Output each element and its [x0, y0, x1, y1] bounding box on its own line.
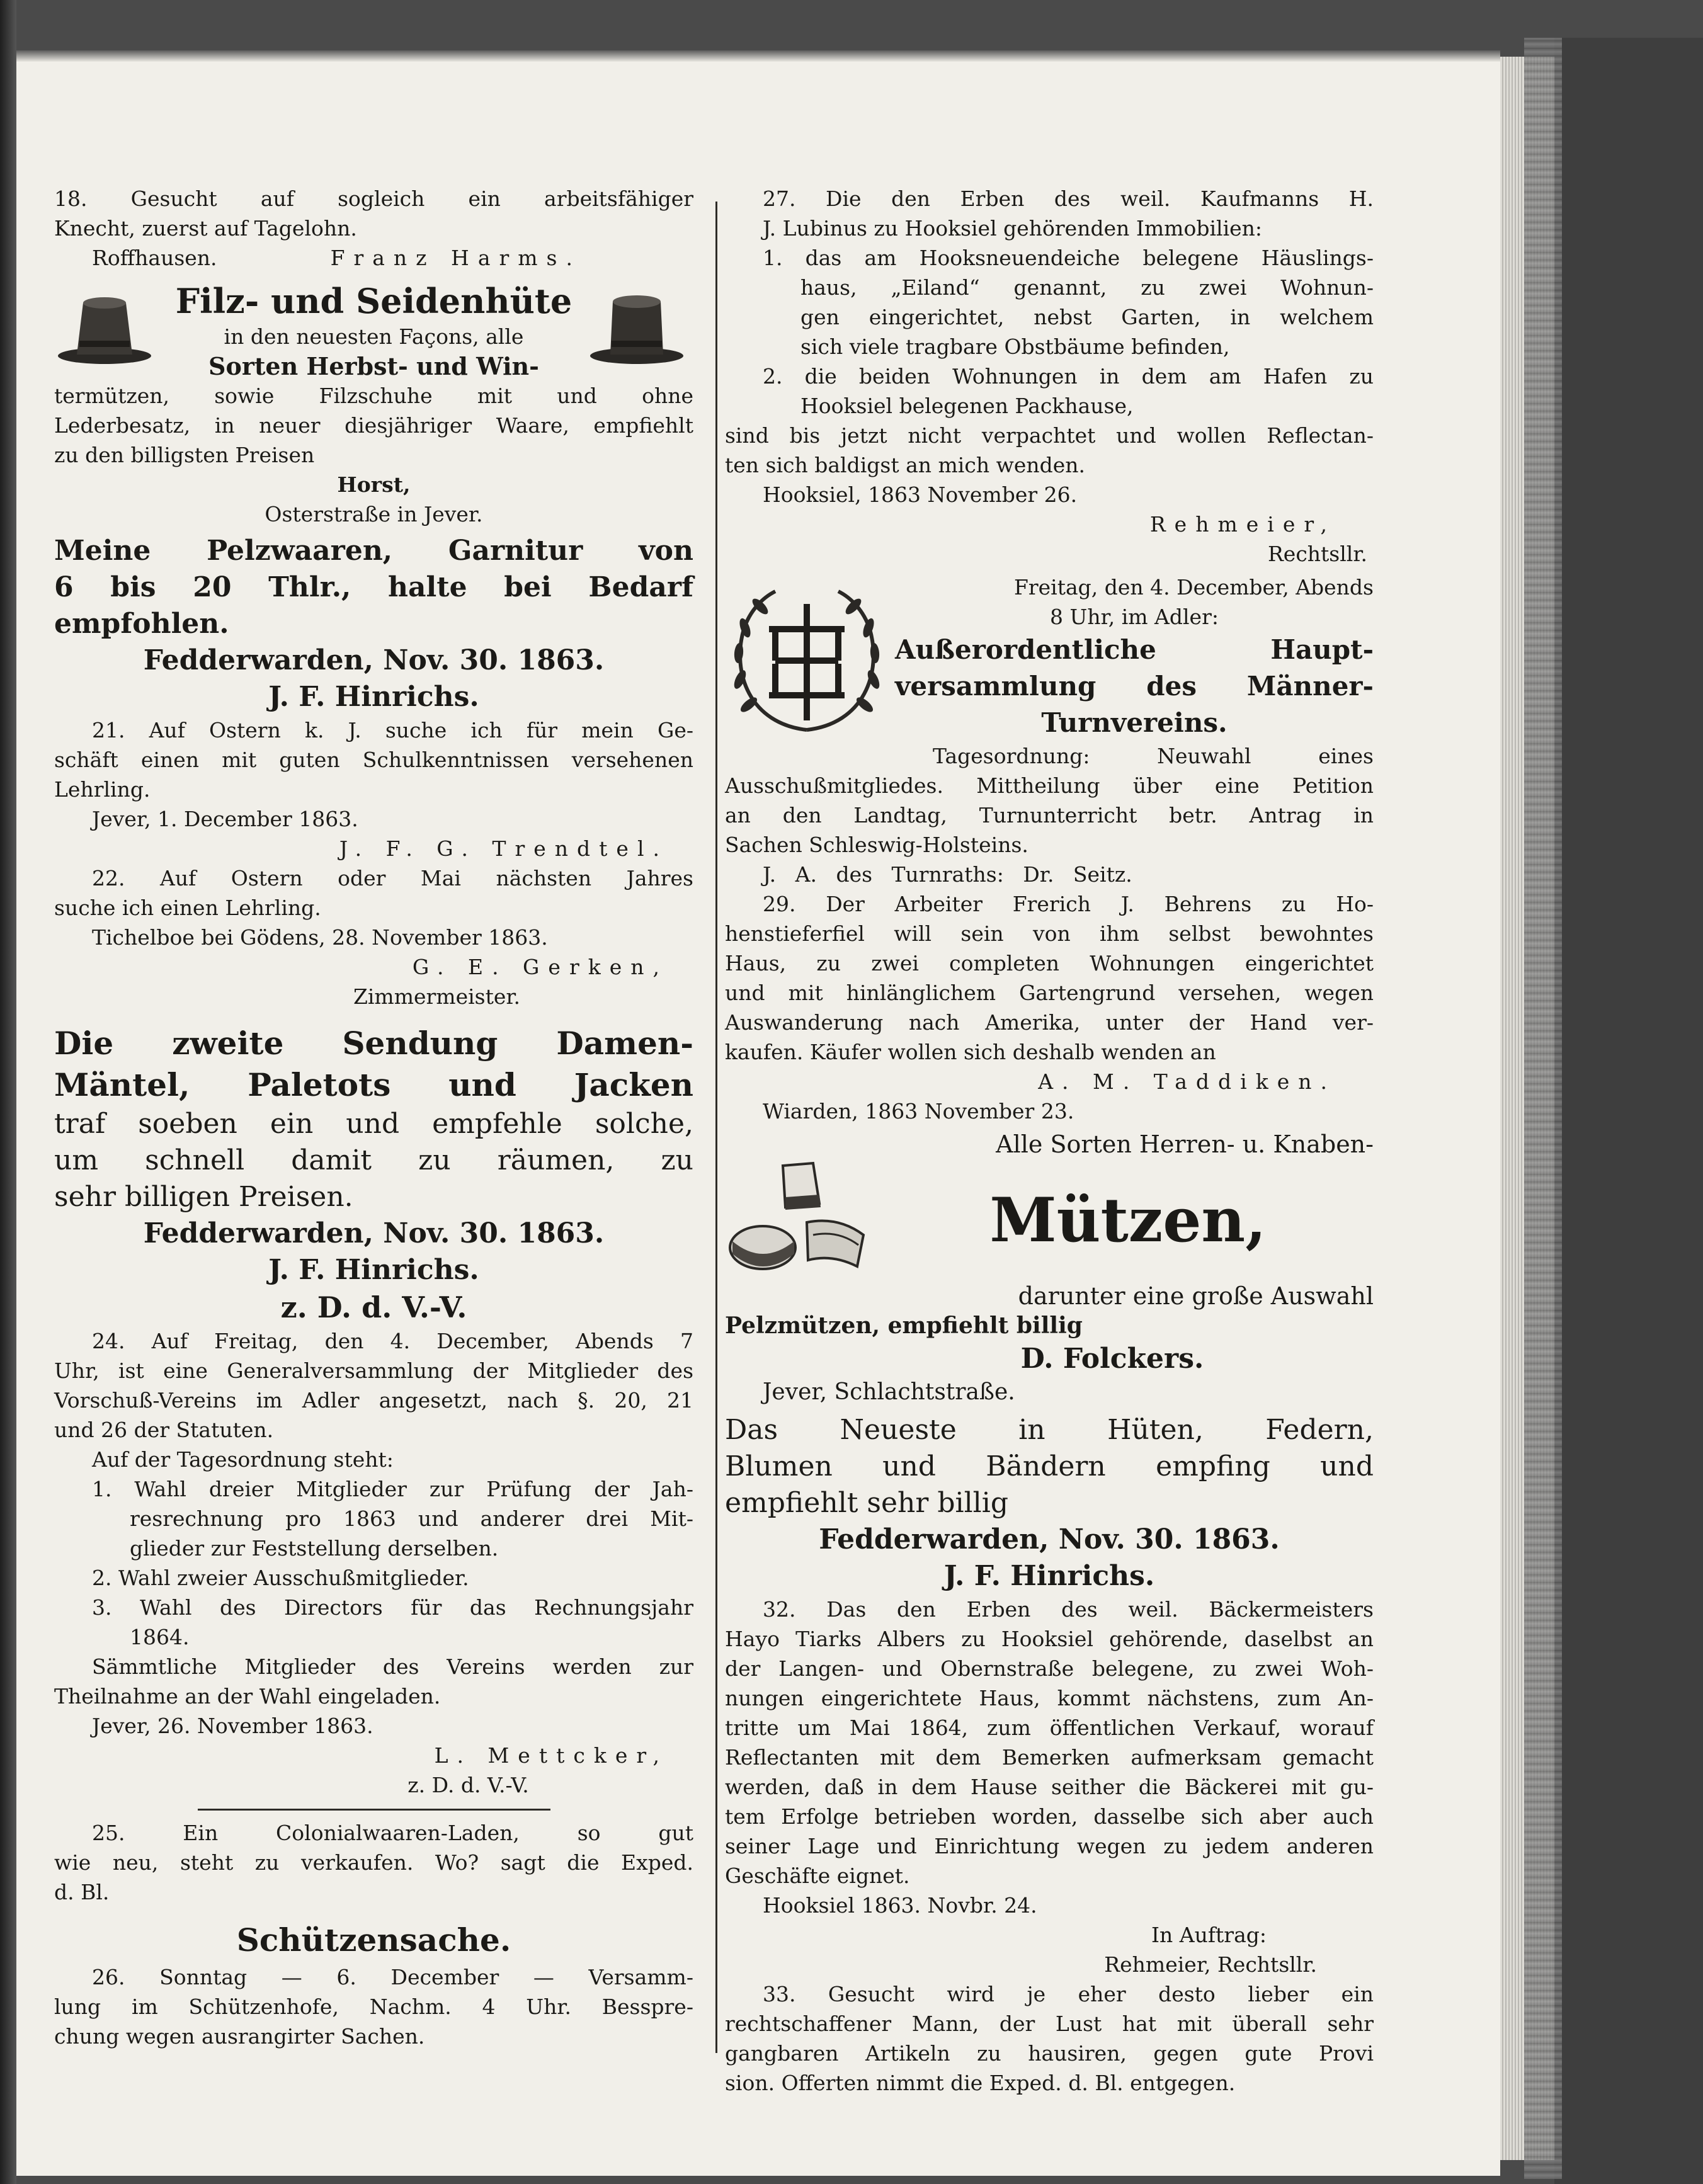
advertiser-name: J. F. Hinrichs.	[943, 1560, 1155, 1592]
advertiser-name: Franz Harms.	[330, 246, 581, 270]
furs-advertisement	[54, 533, 693, 715]
notice-text: 8 Uhr, im Adler:	[1050, 605, 1219, 629]
notice-title: Turnvereins.	[1041, 707, 1227, 738]
ad-text: Sorten Herbst- und Win-	[208, 352, 539, 380]
ad-headline: Blumen und Bändern empfing und	[725, 1450, 1374, 1482]
advertiser-name: D. Folckers.	[1020, 1343, 1204, 1375]
notice-text: Theilnahme an der Wahl eingeladen.	[54, 1684, 441, 1709]
ad-date: Tichelboe bei Gödens, 28. November 1863.	[92, 925, 548, 950]
ad-date: Hooksiel 1863. Novbr. 24.	[763, 1893, 1037, 1918]
caps-icon	[725, 1159, 882, 1282]
advertiser-name: Rehmeier,	[1149, 512, 1336, 537]
advertiser-title: Zimmermeister.	[353, 984, 521, 1009]
ad-text: termützen, sowie Filzschuhe mit und ohne	[54, 384, 693, 408]
ad-text: Lederbesatz, in neuer diesjähriger Waare, empfiehlt	[54, 413, 693, 438]
notice-title: Außerordentliche Haupt-	[895, 634, 1374, 665]
ad-date: Fedderwarden, Nov. 30. 1863.	[143, 1217, 605, 1249]
ad-text: sind bis jetzt nicht verpachtet und wollen Reflectan-	[725, 423, 1374, 448]
ad-text: seiner Lage und Einrichtung wegen zu jedem anderen	[725, 1834, 1374, 1858]
turnverein-header	[725, 572, 1374, 771]
ad-text: suche ich einen Lehrling.	[54, 896, 321, 920]
notice-text: Ausschußmitgliedes. Mittheilung über eine Petition	[725, 773, 1374, 798]
list-item: sich viele tragbare Obstbäume befinden,	[800, 334, 1230, 359]
notice-text: und 26 der Statuten.	[54, 1418, 274, 1442]
ad-text: 21. Auf Ostern k. J. suche ich für mein Ge-	[92, 718, 693, 742]
newspaper-page	[16, 50, 1500, 2176]
ad-text: und mit hinlänglichem Gartengrund versehen, wegen	[725, 981, 1374, 1005]
list-item: Hooksiel belegenen Packhause,	[800, 394, 1134, 418]
ad-text: zu den billigsten Preisen	[54, 443, 315, 467]
notice-signature: J. A. des Turnraths: Dr. Seitz.	[763, 862, 1132, 887]
ad-date: Wiarden, 1863 November 23.	[763, 1099, 1074, 1123]
ad-headline: empfiehlt sehr billig	[725, 1487, 1008, 1519]
ad-33	[725, 1979, 1374, 2098]
ad-text: henstieferfiel will sein von ihm selbst bewohntes	[725, 921, 1374, 946]
ad-headline: um schnell damit zu räumen, zu	[54, 1144, 693, 1176]
ad-text: J. Lubinus zu Hooksiel gehörenden Immobilien:	[763, 216, 1263, 241]
ad-headline: sehr billigen Preisen.	[54, 1181, 353, 1213]
notice-text: Sämmtliche Mitglieder des Vereins werden zur	[92, 1654, 693, 1679]
ad-text: Auswanderung nach Amerika, unter der Hand ver-	[725, 1010, 1374, 1035]
ad-headline: traf soeben ein und empfehle solche,	[54, 1108, 693, 1140]
hats-title: Filz- und Seidenhüte	[175, 281, 572, 321]
advertiser-address: Osterstraße in Jever.	[265, 502, 483, 526]
advertiser-title: Rechtsllr.	[1267, 542, 1367, 566]
agenda-item: resrechnung pro 1863 und anderer drei Mit-	[130, 1506, 693, 1531]
hats-header-text	[161, 280, 586, 381]
advertiser-name: Rehmeier, Rechtsllr.	[1104, 1952, 1317, 1977]
notice-text: 26. Sonntag — 6. December — Versamm-	[92, 1965, 693, 1989]
right-column	[725, 184, 1374, 2098]
ad-text: gangbaren Artikeln zu hausiren, gegen gute Provi	[725, 2041, 1374, 2066]
turner-emblem-icon	[725, 579, 895, 745]
ad-headline: empfohlen.	[54, 608, 229, 640]
ad-text: ten sich baldigst an mich wenden.	[725, 453, 1086, 477]
ad-text: darunter eine große Auswahl	[1018, 1282, 1374, 1310]
agenda-item: 1864.	[130, 1625, 190, 1649]
ad-headline: Die zweite Sendung Damen-	[54, 1025, 693, 1062]
ad-text: rechtschaffener Mann, der Lust hat mit überall sehr	[725, 2011, 1374, 2036]
signer-name: L. Mettcker,	[434, 1743, 668, 1768]
notice-title: Schützensache.	[236, 1921, 511, 1959]
advertiser-address: Jever, Schlachtstraße.	[763, 1379, 1015, 1405]
caps-title: Mützen,	[989, 1185, 1267, 1256]
advertiser-name: A. M. Taddiken.	[1038, 1069, 1336, 1094]
notice-text: Uhr, ist eine Generalversammlung der Mitglieder des	[54, 1358, 693, 1383]
ad-date: Fedderwarden, Nov. 30. 1863.	[819, 1523, 1280, 1556]
ad-29	[725, 889, 1374, 1126]
ad-text: Alle Sorten Herren- u. Knaben-	[996, 1130, 1374, 1158]
ad-22	[54, 863, 693, 1011]
column-divider	[715, 202, 717, 2053]
signer-title: z. D. d. V.-V.	[407, 1773, 529, 1797]
ad-text: der Langen- und Obernstraße belegene, zu zwei Woh-	[725, 1656, 1374, 1681]
list-item: 1. das am Hooksneuendeiche belegene Häuslings-	[763, 246, 1374, 270]
ad-text: werden, daß in dem Hause seither die Bäckerei mit gu-	[725, 1775, 1374, 1799]
ad-text: 29. Der Arbeiter Frerich J. Behrens zu Ho-	[763, 892, 1374, 916]
page-top-shadow	[16, 50, 1500, 62]
ad-text: schäft einen mit guten Schulkenntnissen versehenen	[54, 748, 693, 772]
hats-advertisement	[54, 280, 693, 529]
notice-text: Tagesordnung: Neuwahl eines	[933, 744, 1374, 768]
neueste-advertisement	[725, 1412, 1374, 1595]
notice-text: chung wegen ausrangirter Sachen.	[54, 2024, 425, 2049]
caps-advertisement	[725, 1130, 1374, 1407]
auftrag-label: In Auftrag:	[1151, 1923, 1267, 1947]
schuetzen-notice	[54, 1918, 693, 2051]
turnverein-notice	[725, 572, 1374, 889]
ad-headline: Mäntel, Paletots und Jacken	[54, 1066, 693, 1103]
ad-text: 32. Das den Erben des weil. Bäckermeisters	[763, 1597, 1374, 1622]
ad-text: Hayo Tiarks Albers zu Hooksiel gehörende, daselbst an	[725, 1627, 1374, 1651]
turnverein-header-text	[895, 572, 1374, 771]
advertiser-name: J. F. Hinrichs.	[268, 681, 479, 713]
caps-header-row	[725, 1159, 1374, 1282]
coats-advertisement	[54, 1023, 693, 1288]
list-item: gen eingerichtet, nebst Garten, in welchem	[800, 305, 1374, 329]
notice-title: versammlung des Männer-	[895, 671, 1374, 702]
ad-headline: 6 bis 20 Thlr., halte bei Bedarf	[54, 571, 693, 603]
separator-rule	[198, 1809, 550, 1811]
ad-headline: Meine Pelzwaaren, Garnitur von	[54, 535, 693, 567]
agenda-item: glieder zur Feststellung derselben.	[130, 1536, 499, 1561]
ad-text: wie neu, steht zu verkaufen. Wo? sagt die Exped.	[54, 1850, 693, 1875]
ad-text: nungen eingerichtete Haus, kommt nächstens, zum An-	[725, 1686, 1374, 1710]
advertiser-name: G. E. Gerken,	[412, 955, 668, 979]
ad-text: kaufen. Käufer wollen sich deshalb wenden an	[725, 1040, 1216, 1064]
agenda-item: 3. Wahl des Directors für das Rechnungsjahr	[92, 1595, 693, 1620]
ad-32	[725, 1595, 1374, 1979]
list-item: 2. die beiden Wohnungen in dem am Hafen zu	[763, 364, 1374, 389]
place: Roffhausen.	[92, 246, 217, 270]
ad-text: Haus, zu zwei completen Wohnungen eingerichtet	[725, 951, 1374, 975]
ad-27	[725, 184, 1374, 569]
ad-text: 22. Auf Ostern oder Mai nächsten Jahres	[92, 866, 693, 890]
top-hat-icon	[586, 292, 693, 370]
ad-text: Pelzmützen, empfiehlt billig	[725, 1312, 1083, 1339]
ad-date: Hooksiel, 1863 November 26.	[763, 482, 1078, 507]
notice-title: z. D. d. V.-V.	[280, 1290, 467, 1324]
ad-signature-line	[54, 243, 693, 273]
ad-text: Knecht, zuerst auf Tagelohn.	[54, 216, 357, 241]
advertiser-name: J. F. G. Trendtel.	[339, 836, 668, 861]
book-cover-edge	[1554, 38, 1703, 2184]
ad-text: 27. Die den Erben des weil. Kaufmanns H.	[763, 186, 1374, 211]
ad-text: sion. Offerten nimmt die Exped. d. Bl. entgegen.	[725, 2071, 1236, 2095]
ad-18	[54, 184, 693, 273]
ad-text: Lehrling.	[54, 777, 151, 802]
ad-21	[54, 715, 693, 863]
ad-25	[54, 1818, 693, 1907]
ad-text: d. Bl.	[54, 1880, 110, 1904]
ad-text: in den neuesten Façons, alle	[224, 324, 524, 349]
notice-text: an den Landtag, Turnunterricht betr. Antrag in	[725, 803, 1374, 828]
ad-date: Jever, 1. December 1863.	[92, 807, 358, 831]
left-column	[54, 184, 693, 2051]
vorschuss-verein-notice	[54, 1288, 693, 1811]
ad-text: Reflectanten mit dem Bemerken aufmerksam gemacht	[725, 1745, 1374, 1770]
hats-header-row	[54, 280, 693, 381]
ad-headline: Das Neueste in Hüten, Federn,	[725, 1414, 1374, 1446]
advertiser-name: Horst,	[337, 472, 411, 497]
notice-text: Vorschuß-Vereins im Adler angesetzt, nach §. 20, 21	[54, 1388, 693, 1413]
notice-text: lung im Schützenhofe, Nachm. 4 Uhr. Besspre-	[54, 1994, 693, 2019]
notice-text: Auf der Tagesordnung steht:	[92, 1447, 394, 1472]
ad-text: 33. Gesucht wird je eher desto lieber ein	[763, 1982, 1374, 2006]
ad-date: Fedderwarden, Nov. 30. 1863.	[143, 644, 605, 676]
notice-text: Sachen Schleswig-Holsteins.	[725, 833, 1028, 857]
notice-date: Jever, 26. November 1863.	[92, 1714, 373, 1738]
cover-spine-strip	[1524, 38, 1562, 2179]
list-item: haus, „Eiland“ genannt, zu zwei Wohnun-	[800, 275, 1374, 300]
ad-text: Geschäfte eignet.	[725, 1863, 910, 1888]
notice-text: 24. Auf Freitag, den 4. December, Abends 7	[92, 1329, 693, 1353]
ad-text: tem Erfolge betrieben worden, dasselbe sich aber auch	[725, 1804, 1374, 1829]
top-hat-icon	[54, 292, 161, 370]
ad-text: 18. Gesucht auf sogleich ein arbeitsfähiger	[54, 186, 693, 211]
ad-text: 25. Ein Colonialwaaren-Laden, so gut	[92, 1821, 693, 1845]
agenda-item: 2. Wahl zweier Ausschußmitglieder.	[92, 1566, 469, 1590]
scan-shadow-left	[0, 0, 16, 2184]
agenda-item: 1. Wahl dreier Mitglieder zur Prüfung der Jah-	[92, 1477, 693, 1501]
advertiser-name: J. F. Hinrichs.	[268, 1254, 479, 1286]
ad-text: tritte um Mai 1864, zum öffentlichen Verkauf, worauf	[725, 1715, 1374, 1740]
notice-text: Freitag, den 4. December, Abends	[1013, 575, 1374, 600]
